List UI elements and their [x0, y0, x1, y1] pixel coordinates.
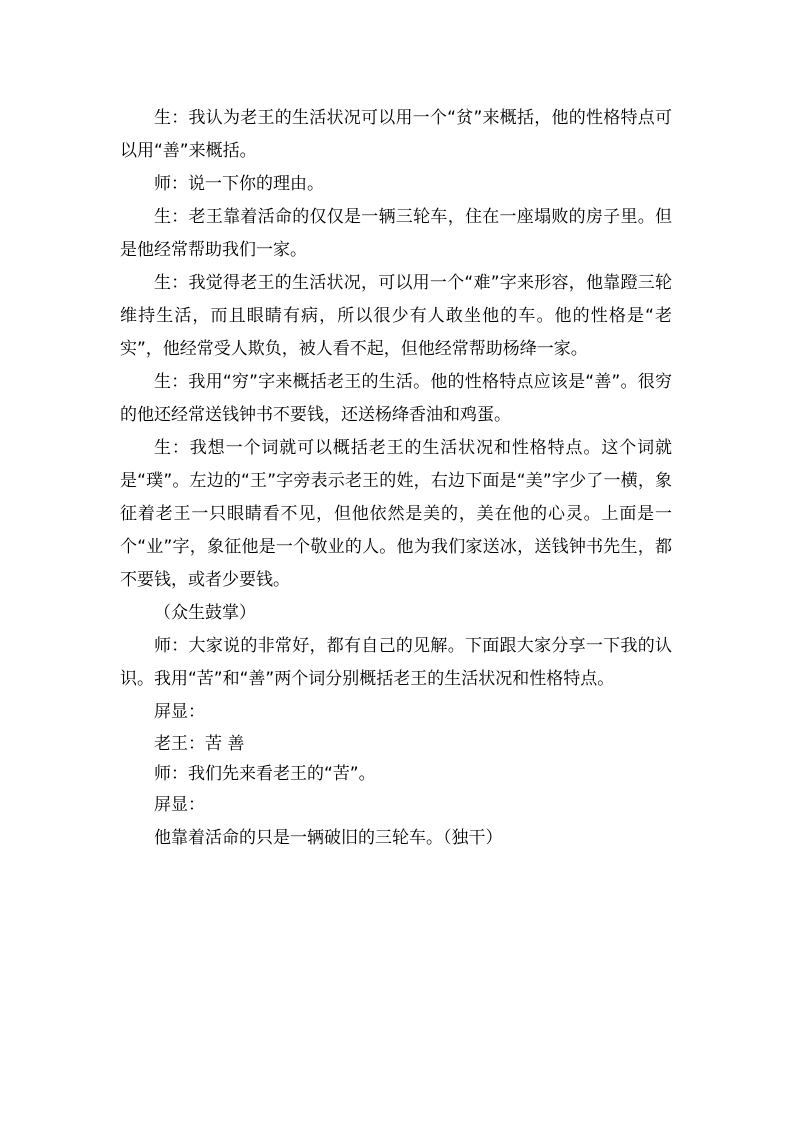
paragraph-12: 屏显：	[154, 795, 205, 815]
paragraph-2: 师：说一下你的理由。	[154, 174, 324, 194]
paragraph-8: 师：大家说的非常好，都有自己的见解。下面跟大家分享一下我的认识。我用“苦”和“善”两个词分别概括老王的生活状况和性格特点。	[120, 636, 672, 689]
paragraph-5: 生：我用“穷”字来概括老王的生活。他的性格特点应该是“善”。很穷的他还经常送钱钟书不要钱，还送杨绛香油和鸡蛋。	[120, 372, 672, 425]
paragraph-6: 生：我想一个词就可以概括老王的生活状况和性格特点。这个词就是“璞”。左边的“王”字旁表示老王的姓，右边下面是“美”字少了一横，象征着老王一只眼睛看不见，但他依然是美的，美在他的心灵。上面是一个“业”字，象征他是一个敬业的人。他为我们家送冰，送钱钟书先生，都不要钱，或者少要钱。	[120, 438, 672, 590]
paragraph-9: 屏显：	[154, 702, 205, 722]
document-body	[120, 102, 672, 855]
paragraph-10: 老王：苦 善	[154, 734, 245, 754]
paragraph-11: 师：我们先来看老王的“苦”。	[154, 764, 376, 784]
paragraph-7: （众生鼓掌）	[154, 603, 256, 623]
paragraph-4: 生：我觉得老王的生活状况，可以用一个“难”字来形容，他靠蹬三轮维持生活，而且眼睛有病，所以很少有人敢坐他的车。他的性格是“老实”，他经常受人欺负，被人看不起，但他经常帮助杨绛一家。	[120, 273, 672, 359]
paragraph-3: 生：老王靠着活命的仅仅是一辆三轮车，住在一座塌败的房子里。但是他经常帮助我们一家。	[120, 207, 672, 260]
paragraph-1: 生：我认为老王的生活状况可以用一个“贫”来概括，他的性格特点可以用“善”来概括。	[120, 108, 672, 161]
paragraph-13: 他靠着活命的只是一辆破旧的三轮车。（独干）	[154, 828, 503, 848]
